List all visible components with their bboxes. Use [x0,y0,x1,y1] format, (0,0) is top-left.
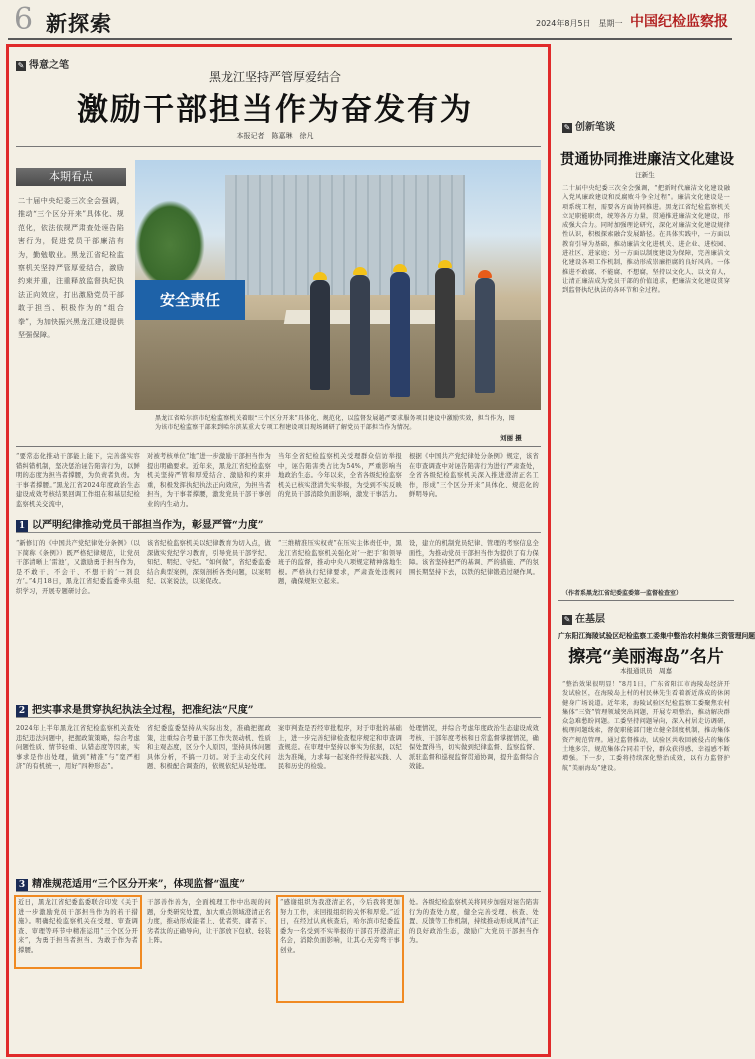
intro-column: 对被考核单位“地”进一步激励干部担当作为提出明确要求。近年来，黑龙江省纪检监察机关坚持严管和厚爱结合、激励和约束并重，积极发挥执纪执法正向效应，为担当者担当，为干事者撑腰，激发党员干部干事创业的内生动力。 [147,453,271,508]
photo-banner-text: 安全责任 [159,291,220,309]
pen-icon: ✎ [17,61,25,70]
section-column: “感谢组织为我澄清正名，今后我将更加努力工作，来回报组织的关怀和厚爱。”近日，在经过认真核查后，哈尔滨市纪委监委为一名受到不实举报的干部召开澄清正名会，消除负面影响，让其心无旁骛干事创业。 [280,899,400,954]
worker-figure [310,280,330,390]
section-title: 精准规范适用“三个区分开来”，体现监督“温度” [32,879,246,890]
hardhat-icon [438,260,452,268]
section-column: 案审判查是否经审批程序，对于审批的基础上，进一步完善纪律检查程序规定和审查调查规范。在审理中坚持以事实为依据，以纪法为准绳，力求每一起案件经得起实践、人民和历史的检验。 [278,725,402,771]
section-column: 处理情况，并综合考虑年度政治生态建设成效考核、干部年度考核和日常监督掌握情况，确保处置得当，切实做到纪律监督、监察监督、派驻监督和巡视监督贯通协调，提升监督综合效能。 [409,725,539,771]
photo-building [225,175,465,295]
side-column-tag-1: ✎ 创新笔谈 [563,122,615,133]
intro-column: 当年全省纪检监察机关受理群众信访举报中，诬告陷害类占比为54%，严重影响当地政治生态。今年以来，全省各级纪检监察机关已核实澄清失实举报，为受到不实反映的党员干部消除负面影响，激发干事活力。 [278,453,402,499]
section-column: 设，建立的机制党员纪律、管理的考察信息全面性，为推动党员干部担当作为提供了有力保障。该省坚持把严的基调、严的措施、严的氛围长期坚持下去，以铁的纪律锻造过硬作风。 [409,540,539,576]
side-column-tag-2: ✎ 在基层 [563,614,605,625]
side-article-2-kicker: 广东阳江海陵试验区纪检监察工委集中整治农村集体三资管理问题 [558,632,755,640]
section-title: 新探索 [46,11,112,36]
article-headline: 激励干部担当作为奋发有为 [77,92,473,128]
section-heading-1 [16,519,541,533]
pen-icon: ✎ [563,615,571,624]
section-column: 处。各级纪检监察机关将同步加强对诬告陷害行为的查处力度，健全完善受理、核查、处置、反馈等工作机制，持续推动形成风清气正的良好政治生态，激励广大党员干部担当作为。 [409,899,539,945]
section-title: 把实事求是贯穿执纪执法全过程，把准纪法“尺度” [32,705,254,716]
hardhat-icon [393,264,407,272]
side-article-1-author: 汪新生 [635,171,655,179]
section-title: 以严明纪律推动党员干部担当作为，彰显严管“力度” [32,520,264,531]
byline-rule [16,146,541,147]
photo-banner [135,280,245,320]
worker-figure [390,272,410,397]
header-divider [8,38,732,40]
side-article-1-title: 贯通协同推进廉洁文化建设 [560,151,734,168]
photo-credit: 刘丽 摄 [500,434,522,442]
photo-tree-left [135,200,205,290]
side-article-2-title: 擦亮“美丽海岛”名片 [568,647,724,667]
hardhat-icon [313,272,327,280]
section-column: 2024年上半年黑龙江省纪检监察机关查处违纪违法问题中，把握政策策略，综合考虑问题性质、情节轻重、认错态度等因素，实事求是作出处理，做到“精准”与“宽严相济”的有机统一，用好“四种形态”。 [16,725,140,771]
section-column: 近日，黑龙江省纪委监委联合印发《关于进一步激励党员干部担当作为的若干措施》。明确纪检监察机关在受理、审查调查、审理等环节中精准运用“三个区分开来”，为勇于担当者担当、为敢于作为者撑腰。 [18,899,138,954]
worker-figure [435,268,455,398]
section-number: 3 [16,879,28,891]
highlight-sidebar-text: 二十届中央纪委三次全会强调，推动“三个区分开来”具体化、规范化，依法依规严肃查处诬告陷害行为，促进党员干部廉洁有为，勤勉敬业。黑龙江省纪检监察机关坚持严管厚爱结合，激励约束并重，注重释放监督执纪执法正向效应，打出激励党员干部敢于担当、积极作为的“组合拳”，为加快振兴黑龙江建设提供坚强保障。 [18,196,124,340]
issue-date: 2024年8月5日 星期一 [536,19,623,28]
side-article-1-text: 二十届中央纪委三次全会强调，“把新时代廉洁文化建设融入党风廉政建设和反腐败斗争全过程”。廉洁文化建设是一项系统工程，需要各方面协同推进。黑龙江省纪检监察机关立足职能职责，统筹各方力量，贯通推进廉洁文化建设，形成强大合力。同时加强理论研究，深化对廉洁文化建设规律性认识，积极探索融合发展路径。在具体实践中，一方面以教育引导为基础，推动廉洁文化进机关、进企业、进校园、进社区、进家庭；另一方面以制度建设为保障，完善廉洁文化建设各项工作机制，推动形成崇廉拒腐的良好风尚。一体推进不敢腐、不能腐、不想腐，坚持以文化人、以文育人，让清正廉洁成为党员干部的价值追求，把廉洁文化建设贯穿到监督执纪执法的各环节和全过程。 [562,185,730,295]
worker-figure [350,275,370,395]
worker-figure [475,278,495,393]
section-column: 该省纪检监察机关以纪律教育为切入点，做深做实党纪学习教育，引导党员干部学纪、知纪、明纪、守纪。“如何做”，省纪委监委结合典型案例，深刻剖析各类问题，以案明纪、以案说法，以案促改。 [147,540,271,586]
intro-column: 根据《中国共产党纪律处分条例》规定，该省在审查调查中对诬告陷害行为进行严肃查处，全省各级纪检监察机关深入推进澄清正名工作，形成“三个区分开来”具体化、规范化的鲜明导向。 [409,453,539,499]
section-column: “新修订的《中国共产党纪律处分条例》（以下简称《条例》）既严格纪律规范，让党员干部清晰上‘雷池’，又激励勇于担当作为，是不敢干、不会干、不想干的‘一剂良方’。”4月18日，黑龙江省纪委监委牵头组织学习，开展专题研讨会。 [16,540,140,595]
column-tag: ✎ 得意之笔 [17,60,69,71]
page-header [0,0,738,40]
page-number: 6 [14,2,34,37]
side-divider [558,600,734,601]
hardhat-icon [478,270,492,278]
side-article-1-author-note: （作者系黑龙江省纪委监委第一监督检查室） [562,590,683,597]
caption-rule [16,446,541,447]
highlight-sidebar-title: 本期看点 [49,170,93,183]
section-number: 2 [16,705,28,717]
photo-caption: 黑龙江省哈尔滨市纪检监察机关着眼“三个区分开来”具体化、规范化，以监督发展越严要求服务项目建设中激励实效，担当作为，图为该市纪检监察干部来到哈尔滨某重大专项工程建设项目现场调研了解党员干部担当作为情况。 [155,415,515,431]
section-column: “三维精准压实权责”在压实主体责任中，黑龙江省纪检监察机关强化对‘一把手’和领导班子的监督，推动中央八项规定精神落地生根。严格执行纪律要求，严肃查处违规问题，确保规矩立起来。 [278,540,402,586]
section-number: 1 [16,520,28,532]
section-column: 干部善作善为，全面梳理工作中出现的问题，分类研究处置，加大重点领域澄清正名力度，推动形成能者上、优者奖、庸者下、劣者汰的正确导向，让干部放下包袱、轻装上阵。 [147,899,271,945]
news-photo [135,160,541,410]
hardhat-icon [353,267,367,275]
section-heading-2 [16,704,541,718]
side-article-2-text: “整治效果很明显！”8月1日，广东省阳江市海陵岛经济开发试验区，在海陵岛上村的村民林先生看着新近落成的休闲健身广场说道。近年来，海陵试验区纪检监察工委聚焦农村集体“三资”管理领域突出问题，开展专项整治，推动解决群众急难愁盼问题。工委坚持问题导向，深入村居走访调研，梳理问题线索，督促职能部门建立健全制度机制，推动集体资产规范管理。通过监督推动，试验区共收回被侵占的集体土地多宗，规范集体合同若干份，群众获得感、幸福感不断增强。下一步，工委将持续深化整治成效，以有力监督护航“美丽海岛”建设。 [562,681,730,772]
article-byline: 本报记者 陈嘉琳 徐凡 [236,132,314,140]
section-heading-3 [16,878,541,892]
intro-column: “要常态化推动干部能上能下，完善落实容错纠错机制，坚决惩治诬告陷害行为，以鲜明的态度为担当者撑腰，为负责者负责。为干事者撑腰。”黑龙江省2024年度政治生态建设成效考核结果回调工作组在和基层纪检监察机关交流中， [16,453,140,508]
paper-name: 中国纪检监察报 [630,14,728,30]
article-kicker: 黑龙江坚持严管厚爱结合 [208,70,341,84]
side-article-2-byline: 本报通讯员 周嘉 [620,667,672,675]
pen-icon: ✎ [563,123,571,132]
highlight-sidebar-header [16,168,126,186]
section-column: 省纪委监委坚持从实际出发，准确把握政策，注重综合考量干部工作失误动机、性质和主观态度，区分个人原因，坚持具体问题具体分析，不搞一刀切。对于主动交代问题、积极配合调查的，依规依纪从轻处理。 [147,725,271,771]
